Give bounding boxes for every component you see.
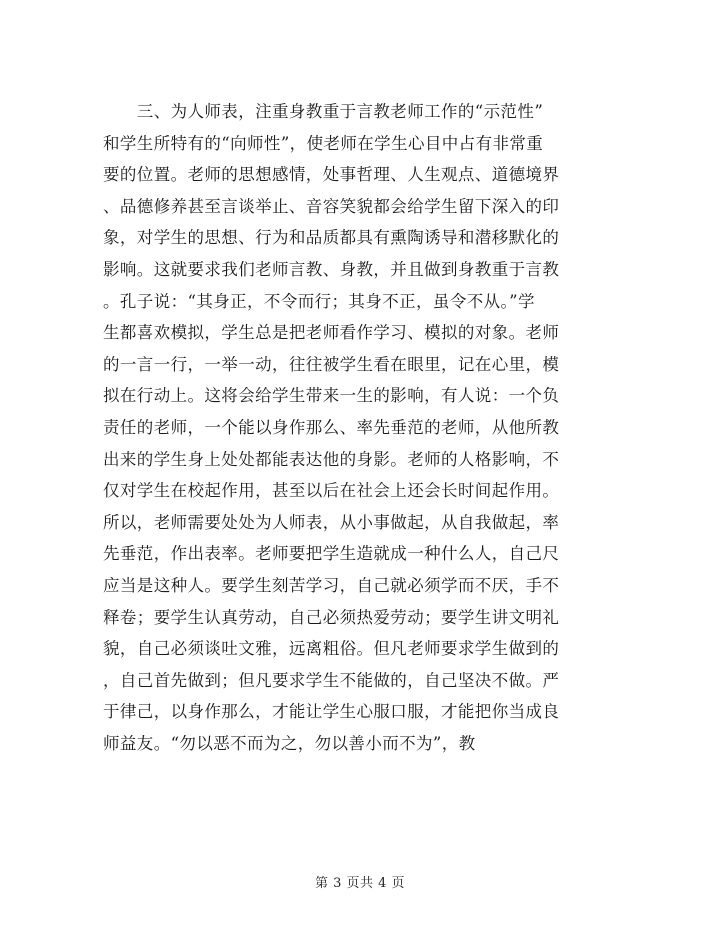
text-line: 、品德修养甚至言谈举止、音容笑貌都会给学生留下深入的印 xyxy=(103,196,560,216)
text-line: 生都喜欢模拟，学生总是把老师看作学习、模拟的对象。老师 xyxy=(103,323,560,343)
text-line: 的一言一行，一举一动，往往被学生看在眼里，记在心里，模 xyxy=(103,354,560,374)
page-number-footer: 第 3 页共 4 页 xyxy=(314,876,406,891)
text-line: 影响。这就要求我们老师言教、身教，并且做到身教重于言教 xyxy=(103,259,560,279)
text-line: 师益友。“勿以恶不而为之，勿以善小而不为”，教 xyxy=(103,733,476,753)
text-line: 仅对学生在校起作用，甚至以后在社会上还会长时间起作用。 xyxy=(103,481,560,501)
text-line: 。孔子说：“其身正，不令而行；其身不正，虽令不从。”学 xyxy=(103,291,535,311)
text-line: 貌，自己必须谈吐文雅，远离粗俗。但凡老师要求学生做到的 xyxy=(103,639,560,659)
text-line: 责任的老师，一个能以身作那么、率先垂范的老师，从他所教 xyxy=(103,417,560,437)
text-line: 释卷；要学生认真劳动，自己必须热爱劳动；要学生讲文明礼 xyxy=(103,607,560,627)
text-line: 先垂范，作出表率。老师要把学生造就成一种什么人，自己尺 xyxy=(103,544,560,564)
body-text xyxy=(103,96,583,759)
text-line: 三、为人师表，注重身教重于言教老师工作的“示范性” xyxy=(103,102,544,121)
text-line: 于律己，以身作那么，才能让学生心服口服，才能把你当成良 xyxy=(103,702,560,722)
text-line: 所以，老师需要处处为人师表，从小事做起，从自我做起，率 xyxy=(103,512,560,532)
text-line: 象，对学生的思想、行为和品质都具有熏陶诱导和潜移默化的 xyxy=(103,228,560,248)
text-line: 出来的学生身上处处都能表达他的身影。老师的人格影响，不 xyxy=(103,449,560,469)
text-line: 拟在行动上。这将会给学生带来一生的影响，有人说：一个负 xyxy=(103,386,560,406)
text-line: 和学生所特有的“向师性”，使老师在学生心目中占有非常重 xyxy=(103,133,544,153)
text-line: 要的位置。老师的思想感情，处事哲理、人生观点、道德境界 xyxy=(103,165,560,185)
text-line: 应当是这种人。要学生刻苦学习，自己就必须学而不厌，手不 xyxy=(103,575,560,595)
text-line: ，自己首先做到；但凡要求学生不能做的，自己坚决不做。严 xyxy=(103,670,560,690)
